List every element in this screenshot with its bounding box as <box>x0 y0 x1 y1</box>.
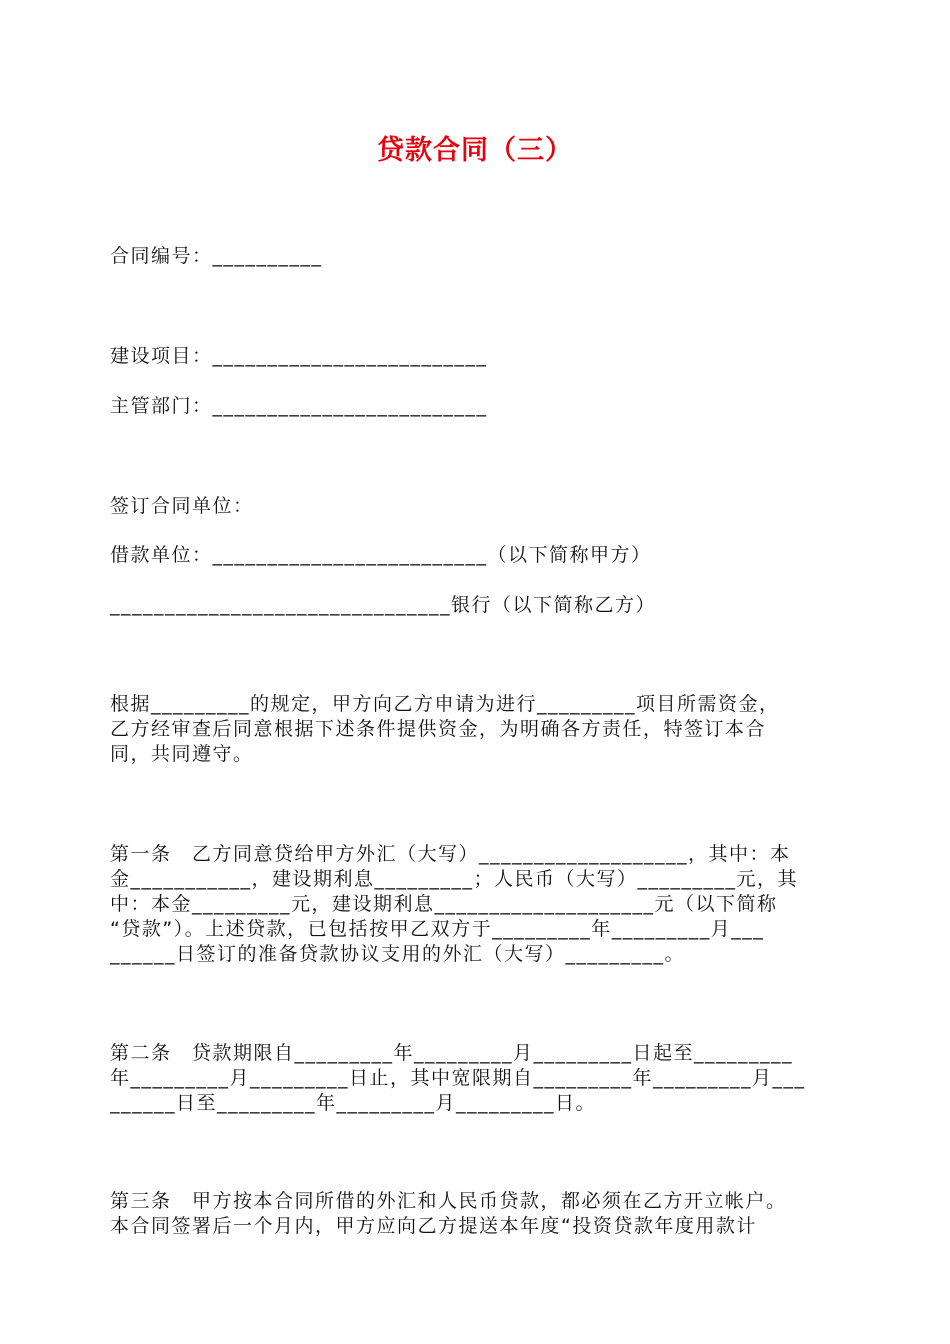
article-1-line: ______日签订的准备贷款协议支用的外汇（大写）_________。 <box>110 943 686 965</box>
signing-units-label: 签订合同单位： <box>110 495 254 517</box>
article-3-line: 本合同签署后一个月内，甲方应向乙方提送本年度“投资贷款年度用款计 <box>110 1215 757 1237</box>
article-2-paragraph <box>110 1041 843 1116</box>
contract-number-line: 合同编号：__________ <box>110 245 323 267</box>
article-1-line: 第一条 乙方同意贷给甲方外汇（大写）___________________，其中：本 <box>110 843 791 865</box>
department-line: 主管部门：_________________________ <box>110 395 488 417</box>
article-2-line: 年_________月_________日止，其中宽限期自_________年_________月___ <box>110 1067 806 1089</box>
article-1-line: 金___________，建设期利息_________；人民币（大写）_________元，其 <box>110 868 799 890</box>
article-2-line: ______日至_________年_________月_________日。 <box>110 1092 597 1114</box>
preamble-line: 根据_________的规定，甲方向乙方申请为进行_________项目所需资金， <box>110 693 780 715</box>
preamble-line: 同，共同遵守。 <box>110 743 254 765</box>
article-1-line: “贷款”）。上述贷款，已包括按甲乙双方于_________年_________月___ <box>110 918 765 940</box>
article-3-paragraph <box>110 1189 843 1239</box>
article-3-line: 第三条 甲方按本合同所借的外汇和人民币贷款，都必须在乙方开立帐户。 <box>110 1190 787 1212</box>
article-1-line: 中：本金_________元，建设期利息____________________元（以下简称 <box>110 893 778 915</box>
document-title: 贷款合同（三） <box>377 135 573 166</box>
project-line: 建设项目：_________________________ <box>110 345 488 367</box>
bank-line: _______________________________银行（以下简称乙方） <box>110 594 657 616</box>
borrower-line: 借款单位：_________________________（以下简称甲方） <box>110 544 652 566</box>
preamble-line: 乙方经审查后同意根据下述条件提供资金，为明确各方责任，特签订本合 <box>110 718 767 740</box>
preamble-paragraph <box>110 692 843 767</box>
article-1-paragraph <box>110 842 843 967</box>
article-2-line: 第二条 贷款期限自_________年_________月_________日起至_________ <box>110 1042 794 1064</box>
